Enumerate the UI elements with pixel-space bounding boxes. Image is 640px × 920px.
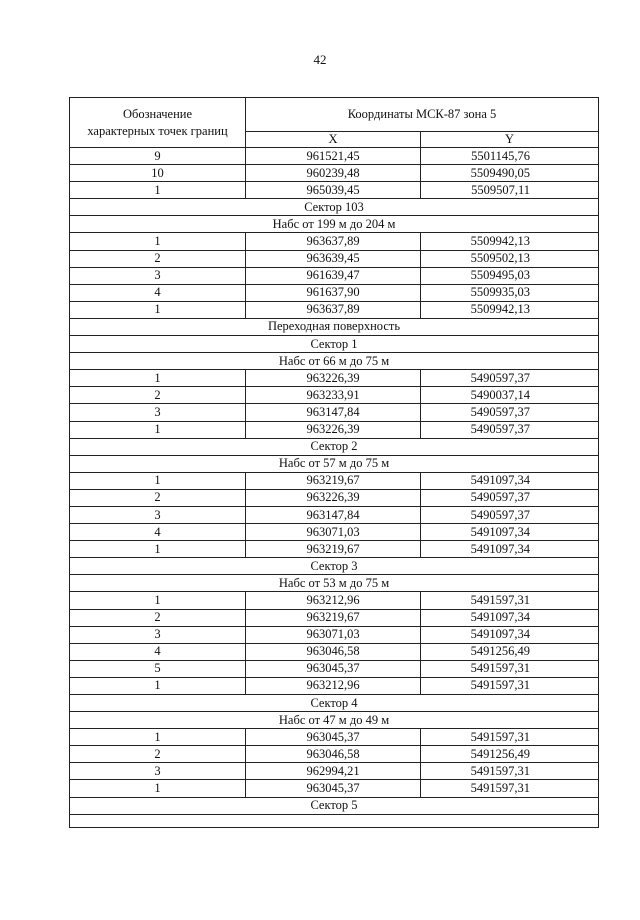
y-coordinate-cell: 5490037,14 <box>421 387 599 404</box>
x-coordinate-cell: 963226,39 <box>246 421 421 438</box>
x-coordinate-cell: 963071,03 <box>246 626 421 643</box>
section-label: Переходная поверхность <box>70 318 599 335</box>
y-coordinate-cell: 5490597,37 <box>421 421 599 438</box>
y-coordinate-cell: 5491597,31 <box>421 660 599 677</box>
point-number-cell: 3 <box>70 404 246 421</box>
x-coordinate-cell: 961521,45 <box>246 148 421 165</box>
x-coordinate-cell: 963046,58 <box>246 746 421 763</box>
x-coordinate-cell: 963219,67 <box>246 541 421 558</box>
page-number: 42 <box>313 52 327 67</box>
x-coordinate-cell: 963045,37 <box>246 780 421 797</box>
y-coordinate-cell: 5491256,49 <box>421 746 599 763</box>
table-row <box>70 250 599 267</box>
x-coordinate-cell: 963637,89 <box>246 233 421 250</box>
x-coordinate-cell: 963637,89 <box>246 301 421 318</box>
section-label: Набс от 66 м до 75 м <box>70 353 599 370</box>
point-number-cell: 9 <box>70 148 246 165</box>
table-row <box>70 524 599 541</box>
section-label: Набс от 57 м до 75 м <box>70 455 599 472</box>
table-row <box>70 763 599 780</box>
x-coordinate-cell: 963226,39 <box>246 489 421 506</box>
y-coordinate-cell: 5491097,34 <box>421 609 599 626</box>
table-row <box>70 729 599 746</box>
x-coordinate-cell: 963147,84 <box>246 506 421 523</box>
section-label: Сектор 103 <box>70 199 599 216</box>
section-row <box>70 216 599 233</box>
coordinates-table <box>69 97 599 828</box>
y-coordinate-cell: 5491597,31 <box>421 780 599 797</box>
point-designation-header <box>70 98 246 148</box>
point-number-cell: 2 <box>70 387 246 404</box>
header-label-line2: характерных точек границ <box>87 123 228 138</box>
point-number-cell: 4 <box>70 524 246 541</box>
point-number-cell: 10 <box>70 165 246 182</box>
point-number-cell: 3 <box>70 763 246 780</box>
point-number-cell: 4 <box>70 643 246 660</box>
x-coordinate-cell: 965039,45 <box>246 182 421 199</box>
y-coordinate-cell: 5501145,76 <box>421 148 599 165</box>
section-label: Сектор 1 <box>70 336 599 353</box>
table-row <box>70 267 599 284</box>
point-number-cell: 2 <box>70 609 246 626</box>
section-row <box>70 575 599 592</box>
table-row <box>70 746 599 763</box>
table-row <box>70 592 599 609</box>
point-number-cell: 1 <box>70 592 246 609</box>
table-row <box>70 148 599 165</box>
table-row <box>70 370 599 387</box>
point-number-cell: 3 <box>70 506 246 523</box>
header-row <box>70 98 599 132</box>
column-x-header: X <box>246 132 421 148</box>
section-row <box>70 199 599 216</box>
x-coordinate-cell: 963046,58 <box>246 643 421 660</box>
table-row <box>70 233 599 250</box>
y-coordinate-cell: 5490597,37 <box>421 370 599 387</box>
y-coordinate-cell: 5491097,34 <box>421 472 599 489</box>
table-row <box>70 472 599 489</box>
coordinate-system-header: Координаты МСК-87 зона 5 <box>246 98 599 132</box>
table-row <box>70 541 599 558</box>
x-coordinate-cell: 961637,90 <box>246 284 421 301</box>
section-row <box>70 353 599 370</box>
table-row <box>70 284 599 301</box>
x-coordinate-cell: 963219,67 <box>246 472 421 489</box>
section-row <box>70 712 599 729</box>
table-row <box>70 489 599 506</box>
y-coordinate-cell: 5509507,11 <box>421 182 599 199</box>
section-row <box>70 797 599 814</box>
empty-cell <box>70 814 599 827</box>
y-coordinate-cell: 5509942,13 <box>421 301 599 318</box>
table-row <box>70 677 599 694</box>
y-coordinate-cell: 5491097,34 <box>421 541 599 558</box>
point-number-cell: 1 <box>70 370 246 387</box>
section-row <box>70 336 599 353</box>
y-coordinate-cell: 5490597,37 <box>421 404 599 421</box>
y-coordinate-cell: 5509502,13 <box>421 250 599 267</box>
point-number-cell: 2 <box>70 250 246 267</box>
y-coordinate-cell: 5491097,34 <box>421 626 599 643</box>
y-coordinate-cell: 5490597,37 <box>421 489 599 506</box>
point-number-cell: 2 <box>70 746 246 763</box>
table-row <box>70 182 599 199</box>
point-number-cell: 1 <box>70 677 246 694</box>
table-row <box>70 404 599 421</box>
section-label: Набс от 53 м до 75 м <box>70 575 599 592</box>
y-coordinate-cell: 5509490,05 <box>421 165 599 182</box>
y-coordinate-cell: 5509942,13 <box>421 233 599 250</box>
x-coordinate-cell: 963226,39 <box>246 370 421 387</box>
table-row <box>70 301 599 318</box>
x-coordinate-cell: 963147,84 <box>246 404 421 421</box>
section-row <box>70 455 599 472</box>
table-row <box>70 421 599 438</box>
y-coordinate-cell: 5491597,31 <box>421 729 599 746</box>
header-label-line1: Обозначение <box>122 106 193 121</box>
section-row <box>70 318 599 335</box>
y-coordinate-cell: 5509495,03 <box>421 267 599 284</box>
section-label: Сектор 4 <box>70 695 599 712</box>
y-coordinate-cell: 5490597,37 <box>421 506 599 523</box>
column-y-header: Y <box>421 132 599 148</box>
table-row <box>70 387 599 404</box>
point-number-cell: 2 <box>70 489 246 506</box>
section-label: Сектор 3 <box>70 558 599 575</box>
point-number-cell: 1 <box>70 780 246 797</box>
point-number-cell: 1 <box>70 421 246 438</box>
point-number-cell: 1 <box>70 182 246 199</box>
table-body <box>70 98 599 828</box>
section-label: Набс от 47 м до 49 м <box>70 712 599 729</box>
y-coordinate-cell: 5491597,31 <box>421 677 599 694</box>
point-number-cell: 1 <box>70 301 246 318</box>
point-number-cell: 1 <box>70 541 246 558</box>
point-number-cell: 4 <box>70 284 246 301</box>
section-label: Набс от 199 м до 204 м <box>70 216 599 233</box>
y-coordinate-cell: 5491597,31 <box>421 592 599 609</box>
table-row <box>70 643 599 660</box>
section-row <box>70 438 599 455</box>
x-coordinate-cell: 960239,48 <box>246 165 421 182</box>
x-coordinate-cell: 961639,47 <box>246 267 421 284</box>
x-coordinate-cell: 963212,96 <box>246 677 421 694</box>
table-continuation-row <box>70 814 599 827</box>
point-number-cell: 5 <box>70 660 246 677</box>
x-coordinate-cell: 963045,37 <box>246 729 421 746</box>
y-coordinate-cell: 5509935,03 <box>421 284 599 301</box>
section-row <box>70 695 599 712</box>
x-coordinate-cell: 963639,45 <box>246 250 421 267</box>
section-row <box>70 558 599 575</box>
y-coordinate-cell: 5491097,34 <box>421 524 599 541</box>
point-number-cell: 1 <box>70 472 246 489</box>
section-label: Сектор 5 <box>70 797 599 814</box>
x-coordinate-cell: 963219,67 <box>246 609 421 626</box>
y-coordinate-cell: 5491256,49 <box>421 643 599 660</box>
point-number-cell: 3 <box>70 626 246 643</box>
section-label: Сектор 2 <box>70 438 599 455</box>
table-row <box>70 506 599 523</box>
x-coordinate-cell: 962994,21 <box>246 763 421 780</box>
point-number-cell: 1 <box>70 233 246 250</box>
x-coordinate-cell: 963233,91 <box>246 387 421 404</box>
table-row <box>70 626 599 643</box>
point-number-cell: 3 <box>70 267 246 284</box>
y-coordinate-cell: 5491597,31 <box>421 763 599 780</box>
point-number-cell: 1 <box>70 729 246 746</box>
table-row <box>70 165 599 182</box>
x-coordinate-cell: 963212,96 <box>246 592 421 609</box>
x-coordinate-cell: 963071,03 <box>246 524 421 541</box>
table-row <box>70 780 599 797</box>
table-row <box>70 660 599 677</box>
table-row <box>70 609 599 626</box>
x-coordinate-cell: 963045,37 <box>246 660 421 677</box>
